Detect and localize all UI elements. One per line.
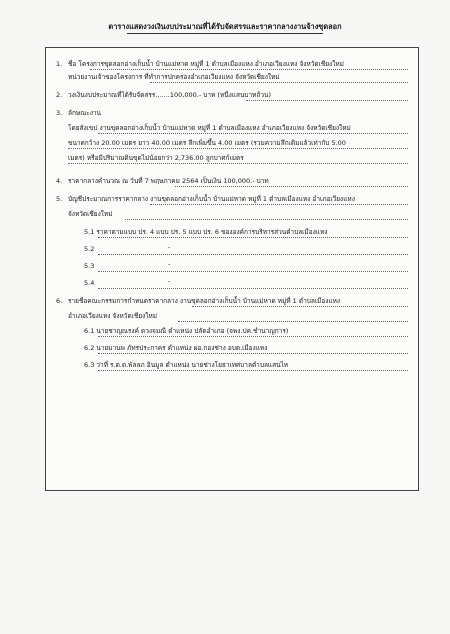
item-2-budget: วงเงินงบประมาณที่ได้รับจัดสรร.......100,000.- บาท (หนึ่งแสนบาทถ้วน) bbox=[68, 91, 272, 99]
item-1-project-name: ชื่อ โครงการขุดลอกอ่างเก็บน้ำ บ้านแม่หาด หมู่ที่ 1 ตำบลเมืองแหง อำเภอเวียงแหง จังหวัดเชียงใหม่ bbox=[68, 60, 344, 68]
item-5-1: 5.1 ราคาตามแบบ ปร. 4 แบบ ปร. 5 แบบ ปร. 6 ขององค์การบริหารส่วนตำบลเมืองแหง bbox=[84, 228, 328, 236]
item-6-number: 6. bbox=[56, 297, 63, 305]
content-box bbox=[45, 47, 419, 491]
item-5-dotted-line-1 bbox=[150, 204, 408, 205]
item-4-dotted-line bbox=[175, 186, 408, 187]
item-6-3-dotted-line bbox=[98, 370, 408, 371]
item-3-number: 3. bbox=[56, 109, 63, 117]
item-6-3-member: 6.3 ว่าที่ ร.ต.ต.พัลลภ อินมูล ตำแหน่ง นายช่างโยธาเทศบาลตำบลแสนไห bbox=[84, 361, 289, 369]
item-6-dotted-line-2 bbox=[178, 321, 408, 322]
item-3-dotted-line-3 bbox=[68, 163, 408, 164]
item-4-number: 4. bbox=[56, 177, 63, 185]
item-5-3-value: - bbox=[168, 260, 171, 268]
item-1-dotted-line bbox=[90, 69, 408, 70]
item-3-description-1: โดยสังเขป งานขุดลอกอ่างเก็บน้ำ บ้านแม่หาด หมู่ที่ 1 ตำบลเมืองแหง อำเภอเวียงแหง จังหวัดเชียงใหม่ bbox=[68, 124, 351, 132]
item-5-estimate-list: บัญชีประมาณการราคากลาง งานขุดลอกอ่างเก็บน้ำ บ้านแม่หาด หมู่ที่ 1 ตำบลเมืองแหง อำเภอเวียงแหง bbox=[68, 195, 355, 203]
item-6-dotted-line-1 bbox=[192, 306, 408, 307]
item-5-2-value: - bbox=[168, 243, 171, 251]
item-2-number: 2. bbox=[56, 91, 63, 99]
item-5-4: 5.4 bbox=[84, 279, 95, 287]
item-6-district: อำเภอเวียงแหง จังหวัดเชียงใหม่ bbox=[68, 312, 158, 320]
item-2-dotted-line bbox=[246, 100, 408, 101]
item-5-2: 5.2 bbox=[84, 245, 95, 253]
item-5-3-dotted-line bbox=[98, 271, 408, 272]
item-3-description-2: ขนาดกว้าง 20.00 เมตร ยาว 40.00 เมตร ลึกเพิ่มขึ้น 4.00 เมตร (รวมความลึกเดิมแล้วเท่ากับ 5.00 bbox=[68, 139, 346, 147]
item-6-committee: รายชื่อคณะกรรมการกำหนดราคากลาง งานขุดลอกอ่างเก็บน้ำ บ้านแม่หาด หมู่ที่ 1 ตำบลเมืองแหง bbox=[68, 297, 341, 305]
item-5-3: 5.3 bbox=[84, 262, 95, 270]
item-5-4-value: - bbox=[168, 277, 171, 285]
title-underline bbox=[127, 33, 323, 34]
item-1-number: 1. bbox=[56, 60, 63, 68]
item-3-dotted-line-1 bbox=[98, 133, 408, 134]
item-5-dotted-line-2 bbox=[125, 219, 408, 220]
item-1-agency: หน่วยงานเจ้าของโครงการ ที่ทำการปกครองอำเภอเวียงแหง จังหวัดเชียงใหม่ bbox=[68, 73, 280, 81]
item-5-2-dotted-line bbox=[98, 254, 408, 255]
item-6-1-member: 6.1 นายชาญณรงค์ ดวงจมณี ตำแหน่ง ปลัดอำเภอ (จพง.ปค.ชำนาญการ) bbox=[84, 327, 289, 335]
item-6-2-member: 6.2 นายมานพ ภัทรประกาคร ตำแหน่ง ผอ.กองช่าง อบต.เมืองแหง bbox=[84, 344, 268, 352]
item-5-province: จังหวัดเชียงใหม่ bbox=[68, 210, 113, 218]
item-3-description-3: เมตร) หรือมีปริมาณดินขุดไม่น้อยกว่า 2,736.00 ลูกบาศก์เมตร bbox=[68, 154, 244, 162]
item-5-4-dotted-line bbox=[98, 288, 408, 289]
item-6-2-dotted-line bbox=[98, 353, 408, 354]
document-title: ตารางแสดงวงเงินงบประมาณที่ได้รับจัดสรรและราคากลางงานจ้างซุดลอก bbox=[108, 22, 342, 31]
item-3-dotted-line-2 bbox=[68, 148, 408, 149]
item-6-1-dotted-line bbox=[98, 336, 408, 337]
item-5-number: 5. bbox=[56, 195, 63, 203]
item-3-heading: ลักษณะงาน bbox=[68, 109, 101, 117]
item-1-agency-dotted-line bbox=[150, 82, 408, 83]
item-4-reference-price: ราคากลางคำนวณ ณ วันที่ 7 พฤษภาคม 2564 เป็นเงิน 100,000.- บาท bbox=[68, 177, 269, 185]
item-5-1-dotted-line bbox=[98, 237, 408, 238]
